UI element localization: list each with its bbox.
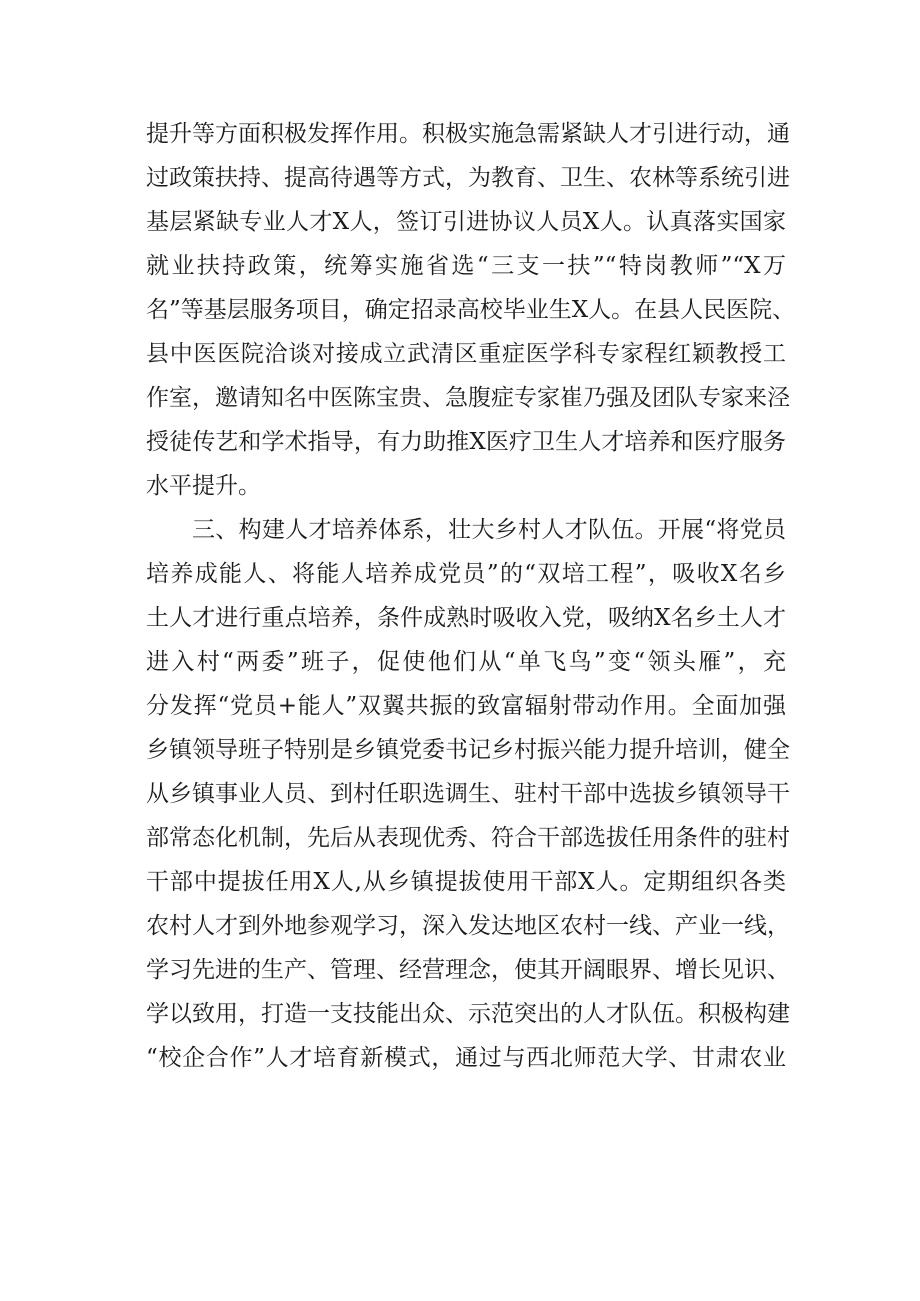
text-line: 三、构建人才培养体系，壮大乡村人才队伍。开展“将党员	[192, 517, 786, 543]
text-line: 培养成能人、将能人培养成党员”的“双培工程”，吸收X名乡	[146, 561, 786, 587]
text-line: 就业扶持政策，统筹实施省选“三支一扶”“特岗教师”“X万	[146, 253, 786, 279]
text-line: “校企合作”人才培育新模式，通过与西北师范大学、甘肃农业	[146, 1045, 786, 1071]
text-line: 部常态化机制，先后从表现优秀、符合干部选拔任用条件的驻村	[146, 825, 790, 851]
text-line: 县中医医院洽谈对接成立武清区重症医学科专家程红颖教授工	[146, 341, 786, 367]
text-line: 提升等方面积极发挥作用。积极实施急需紧缺人才引进行动，通	[146, 121, 790, 147]
text-line: 作室，邀请知名中医陈宝贵、急腹症专家崔乃强及团队专家来泾	[146, 385, 790, 411]
text-line: 干部中提拔任用X人,从乡镇提拔使用干部X人。定期组织各类	[146, 869, 786, 895]
text-line: 名”等基层服务项目，确定招录高校毕业生X人。在县人民医院、	[146, 297, 796, 323]
text-line: 授徒传艺和学术指导，有力助推X医疗卫生人才培养和医疗服务	[146, 429, 786, 455]
text-line: 从乡镇事业人员、到村任职选调生、驻村干部中选拔乡镇领导干	[146, 781, 790, 807]
text-line: 基层紧缺专业人才X人，签订引进协议人员X人。认真落实国家	[146, 209, 786, 235]
text-line: 进入村“两委”班子，促使他们从“单飞鸟”变“领头雁”，充	[146, 649, 786, 675]
text-line: 土人才进行重点培养，条件成熟时吸收入党，吸纳X名乡土人才	[146, 605, 786, 631]
paragraph-1	[146, 112, 796, 508]
text-line: 乡镇领导班子特别是乡镇党委书记乡村振兴能力提升培训，健全	[146, 737, 790, 763]
text-line: 学以致用，打造一支技能出众、示范突出的人才队伍。积极构建	[146, 1001, 790, 1027]
text-line: 学习先进的生产、管理、经营理念，使其开阔眼界、增长见识、	[146, 957, 790, 983]
text-line: 分发挥“党员+能人”双翼共振的致富辐射带动作用。全面加强	[146, 693, 786, 719]
text-line: 农村人才到外地参观学习，深入发达地区农村一线、产业一线，	[146, 913, 790, 939]
text-line: 过政策扶持、提高待遇等方式，为教育、卫生、农林等系统引进	[146, 165, 790, 191]
body-text	[146, 112, 796, 1080]
paragraph-2	[146, 508, 790, 1080]
text-line: 水平提升。	[146, 473, 261, 499]
